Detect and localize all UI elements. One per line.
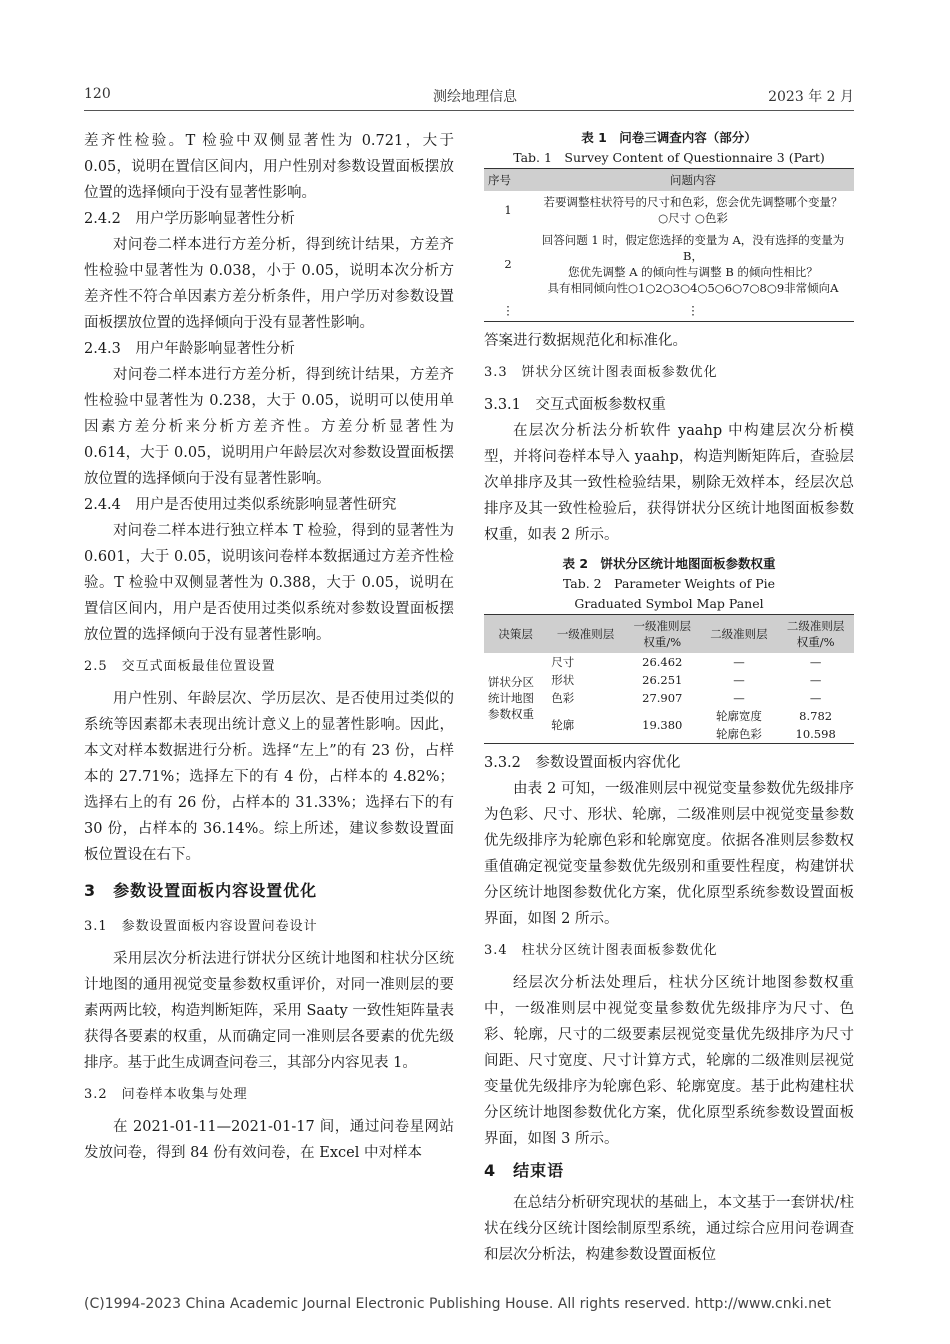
table1 (484, 168, 854, 322)
decision-line: 参数权重 (488, 707, 534, 721)
right-column (484, 128, 854, 1268)
table2-caption-en: Tab. 2 Parameter Weights of Pie (562, 576, 776, 591)
paragraph: 在层次分析法分析软件 yaahp 中构建层次分析模型，并将问卷样本导入 yaahp，构造判断矩阵后，查验层次单排序及其一致性检验结果，剔除无效样本，经层次总排序及其一致性检验后，获得饼状分区统计地图面板参数权重，如表 2 所示。 (484, 423, 854, 543)
paragraph: 对问卷二样本进行方差分析，得到统计结果，方差齐性检验中显著性为 0.238，大于 0.05，说明可以使用单因素方差分析来分析方差齐性。方差分析显著性为 0.614，大于 0.05，说明用户年龄层次对参数设置面板摆放位置的选择倾向于没有显著性影响。 (84, 367, 454, 487)
question-options: ○尺寸 ○色彩 (658, 211, 728, 225)
paragraph: 采用层次分析法进行饼状分区统计地图和柱状分区统计地图的通用视觉变量参数权重评价，对同一准则层的要素两两比较，构造判断矩阵，采用 Saaty 一致性矩阵量表获得各要素的权重，从而确定同一准则层各要素的优先级排序。基于此生成调查问卷三，其部分内容见表 1。 (84, 951, 454, 1071)
table-cell: 2 (504, 257, 512, 271)
table-cell: 10.598 (795, 727, 836, 741)
table-cell: 轮廓色彩 (715, 727, 762, 741)
section-heading-4: 4 结束语 (484, 1161, 565, 1180)
header-line: 权重/% (796, 635, 835, 649)
table-cell: — (733, 655, 745, 669)
question-text: 若要调整柱状符号的尺寸和色彩，您会优先调整哪个变量？ (543, 195, 843, 209)
section-heading-3-3-1: 3.3.1 交互式面板参数权重 (484, 397, 666, 413)
table1-caption-en: Tab. 1 Survey Content of Questionnaire 3 (Part) (513, 150, 825, 165)
table-row (484, 191, 854, 229)
table-cell: 轮廓宽度 (715, 709, 762, 723)
table-header (777, 615, 854, 654)
section-heading-2-4-2: 2.4.2 用户学历影响显著性分析 (84, 211, 295, 227)
section-heading-3: 3 参数设置面板内容设置优化 (84, 881, 318, 900)
table-cell (484, 653, 547, 744)
copyright-footer: (C)1994-2023 China Academic Journal Electronic Publishing House. All rights reserved. http://www.cnki.net (84, 1296, 832, 1312)
section-heading-2-4-3: 2.4.3 用户年龄影响显著性分析 (84, 341, 295, 357)
page-number: 120 (84, 86, 111, 102)
issue-date: 2023 年 2 月 (768, 89, 854, 105)
table-row (484, 299, 854, 322)
table-cell (532, 191, 854, 229)
paragraph: 在 2021-01-11—2021-01-17 间，通过问卷星网站发放问卷，得到 84 份有效问卷，在 Excel 中对样本 (84, 1119, 454, 1161)
table-cell: — (809, 691, 822, 705)
table-cell: ⋮ (502, 303, 514, 317)
journal-title: 测绘地理信息 (433, 89, 517, 105)
table-cell: — (809, 655, 822, 669)
decision-line: 饼状分区 (488, 675, 534, 689)
paragraph: 对问卷二样本进行方差分析，得到统计结果，方差齐性检验中显著性为 0.038，小于 0.05，说明本次分析方差齐性不符合单因素方差分析条件，用户学历对参数设置面板摆放位置的选择倾向于没有显著性影响。 (84, 237, 454, 331)
table-header-row (484, 169, 854, 192)
table-header (624, 615, 701, 654)
table-header: 问题内容 (670, 173, 716, 187)
table-cell: 1 (504, 203, 512, 217)
header-rule (84, 110, 854, 111)
paragraph: 答案进行数据规范化和标准化。 (484, 333, 687, 349)
table1-caption-cn: 表 1 问卷三调查内容（部分） (581, 130, 757, 145)
table-cell: 26.462 (642, 655, 683, 669)
header-line: 一级准则层 (633, 619, 691, 633)
table2 (484, 614, 854, 744)
table-header: 一级准则层 (556, 627, 615, 641)
table-row (484, 653, 854, 671)
section-heading-3-3-2: 3.3.2 参数设置面板内容优化 (484, 755, 681, 771)
table-header-row (484, 615, 854, 654)
table-cell: — (733, 691, 745, 705)
table-cell: 尺寸 (551, 655, 575, 669)
decision-line: 统计地图 (488, 691, 534, 705)
left-column (84, 128, 454, 1166)
section-heading-3-2: 3.2 问卷样本收集与处理 (84, 1087, 248, 1102)
paragraph: 差齐性检验。T 检验中双侧显著性为 0.721，大于 0.05，说明在置信区间内，用户性别对参数设置面板摆放位置的选择倾向于没有显著性影响。 (84, 133, 454, 201)
table-cell: ⋮ (687, 303, 699, 317)
header-line: 权重/% (643, 635, 682, 649)
section-heading-3-4: 3.4 柱状分区统计图表面板参数优化 (484, 943, 718, 958)
table-cell: 轮廓 (551, 718, 575, 732)
table2-caption-en: Graduated Symbol Map Panel (574, 596, 764, 611)
table2-caption-cn: 表 2 饼状分区统计地图面板参数权重 (562, 556, 776, 571)
table-cell (532, 229, 854, 299)
section-heading-3-1: 3.1 参数设置面板内容设置问卷设计 (84, 919, 318, 934)
table-cell: 27.907 (642, 691, 683, 705)
table-cell: — (809, 673, 822, 687)
table-header: 决策层 (498, 627, 533, 641)
section-heading-2-5: 2.5 交互式面板最佳位置设置 (84, 659, 276, 674)
section-heading-3-3: 3.3 饼状分区统计图表面板参数优化 (484, 365, 718, 380)
table-row (484, 229, 854, 299)
table-header: 二级准则层 (710, 627, 768, 641)
table-cell: 26.251 (642, 673, 683, 687)
table-cell: 8.782 (799, 709, 833, 723)
paragraph: 在总结分析研究现状的基础上，本文基于一套饼状/柱状在线分区统计图绘制原型系统，通过综合应用问卷调查和层次分析法，构建参数设置面板位 (484, 1195, 854, 1263)
paragraph: 经层次分析法处理后，柱状分区统计地图参数权重中，一级准则层中视觉变量参数优先级排序为尺寸、色彩、轮廓，尺寸的二级要素层视觉变量优先级排序为尺寸间距、尺寸宽度、尺寸计算方式，轮廓的二级准则层视觉变量优先级排序为轮廓色彩、轮廓宽度。基于此构建柱状分区统计地图参数优化方案，优化原型系统参数设置面板界面，如图 3 所示。 (484, 975, 854, 1147)
question-text: 您优先调整 A 的倾向性与调整 B 的倾向性相比？ (568, 265, 818, 279)
table-header: 序号 (488, 173, 511, 187)
paragraph: 由表 2 可知，一级准则层中视觉变量参数优先级排序为色彩、尺寸、形状、轮廓，二级准则层中视觉变量参数优先级排序为轮廓色彩和轮廓宽度。依据各准则层参数权重值确定视觉变量参数优先级别和重要性程度，构建饼状分区统计地图参数优化方案，优化原型系统参数设置面板界面，如图 2 所示。 (484, 781, 854, 927)
table-cell: 形状 (551, 673, 575, 687)
table-cell: 色彩 (551, 691, 575, 705)
header-line: 二级准则层 (786, 619, 845, 633)
question-text: 回答问题 1 时，假定您选择的变量为 A，没有选择的变量为 B， (541, 233, 845, 263)
table-cell: 19.380 (642, 718, 683, 732)
table-cell: — (733, 673, 745, 687)
paragraph: 用户性别、年龄层次、学历层次、是否使用过类似的系统等因素都未表现出统计意义上的显著性影响。因此，本文对样本数据进行分析。选择“左上”的有 23 份，占样本的 27.71%；选择左下的有 4 份，占样本的 4.82%；选择右上的有 26 份，占样本的 31.33%；选择右下的有 30 份，占样本的 36.14%。综上所述，建议参数设置面板位置设在右下。 (84, 691, 454, 863)
question-options: 具有相同倾向性○1○2○3○4○5○6○7○8○9非常倾向A (547, 281, 839, 295)
paragraph: 对问卷二样本进行独立样本 T 检验，得到的显著性为 0.601，大于 0.05，说明该问卷样本数据通过方差齐性检验。T 检验中双侧显著性为 0.388，大于 0.05，说明在置信区间内，用户是否使用过类似系统对参数设置面板摆放位置的选择倾向于没有显著性影响。 (84, 523, 454, 643)
section-heading-2-4-4: 2.4.4 用户是否使用过类似系统影响显著性研究 (84, 497, 397, 513)
